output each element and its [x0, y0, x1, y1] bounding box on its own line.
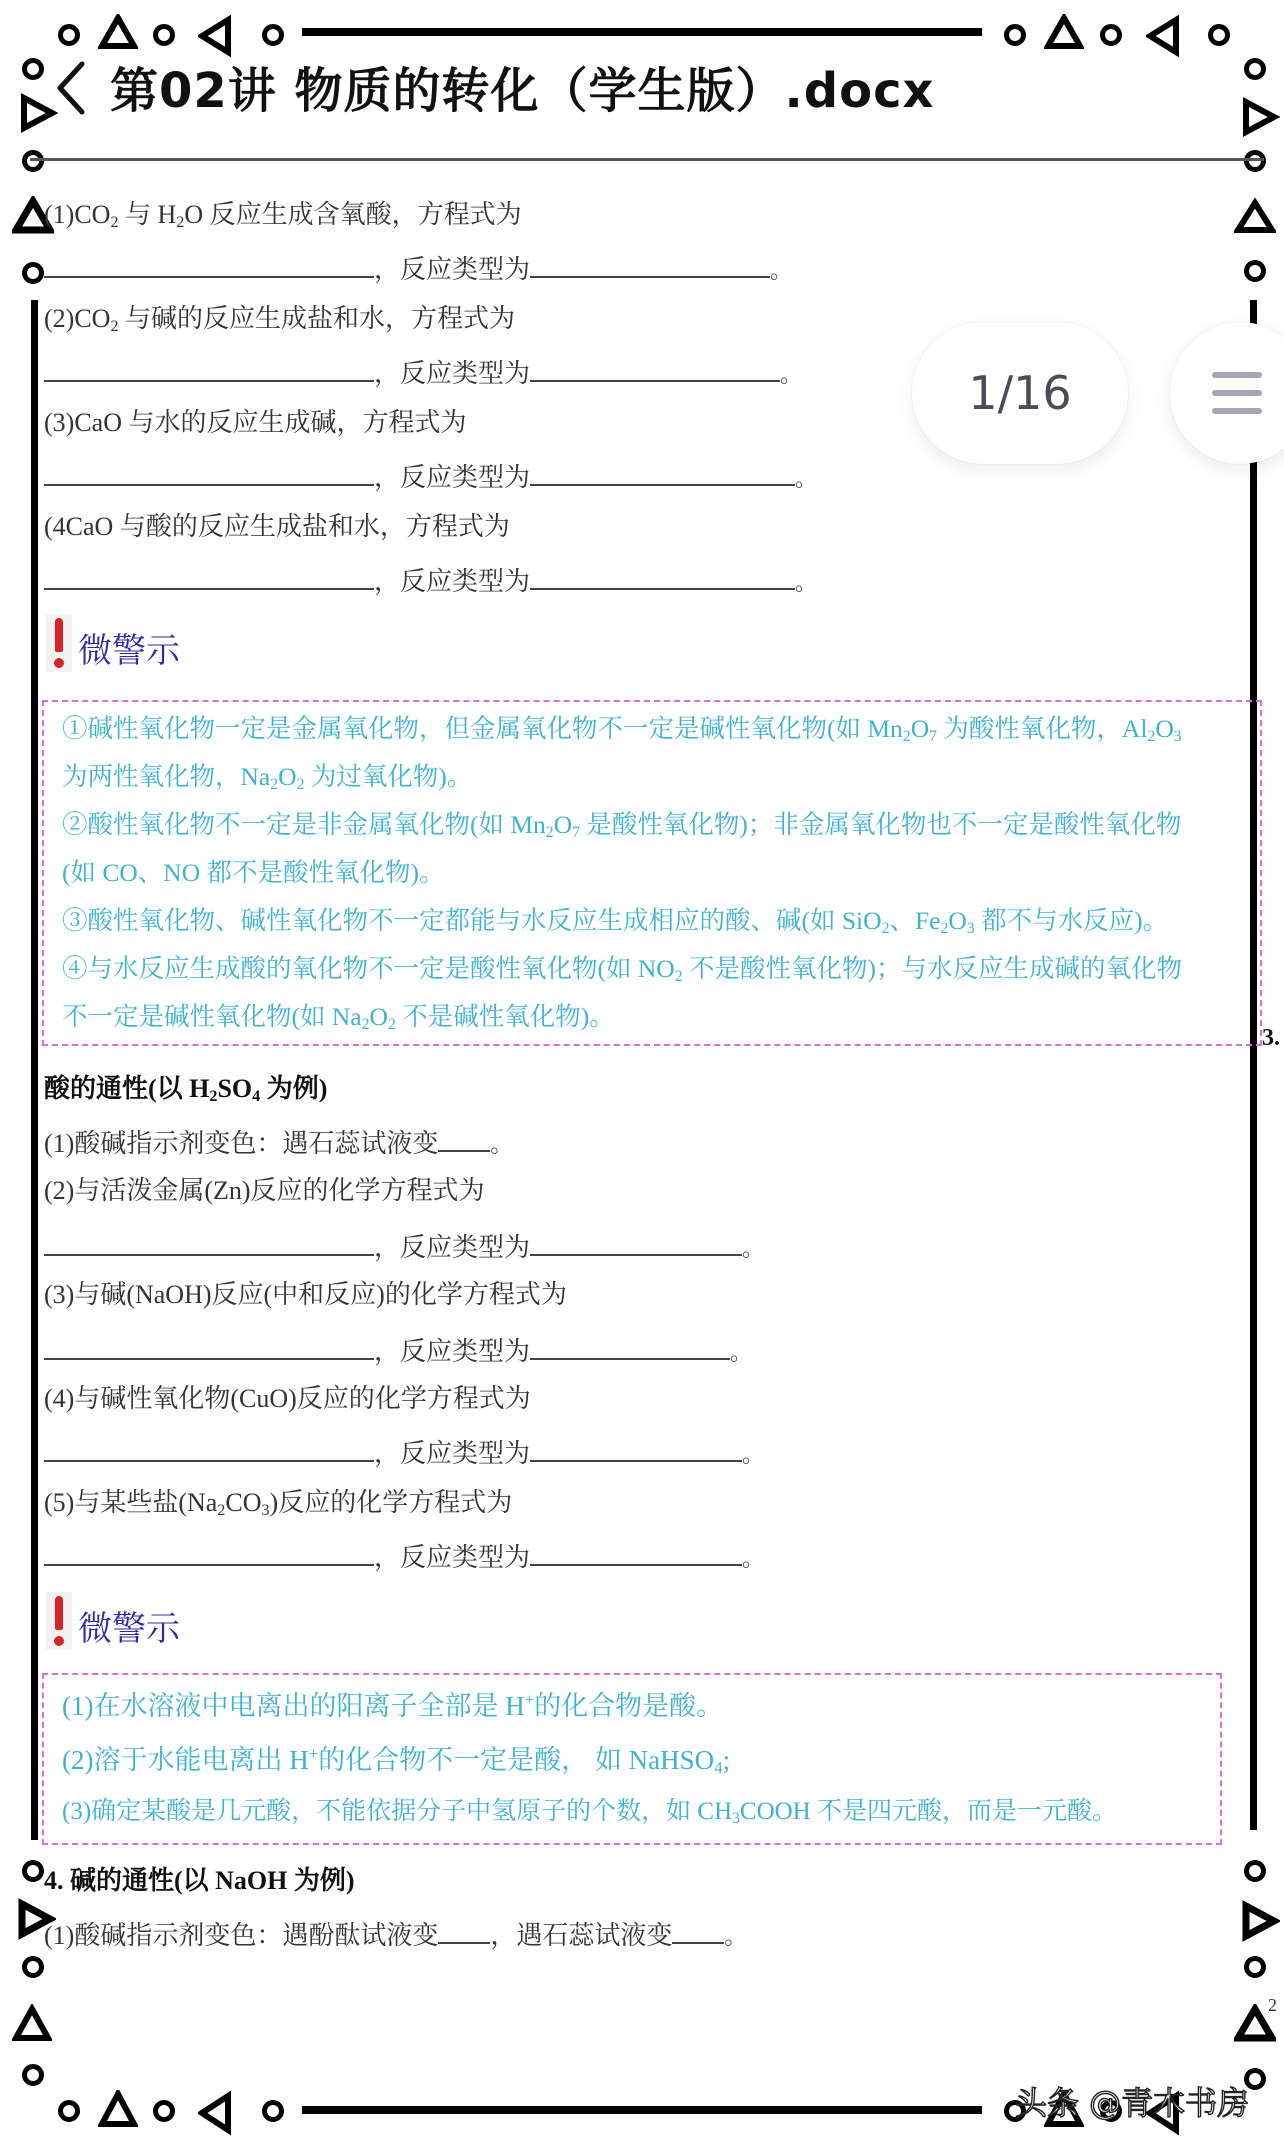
answer-row: ，反应类型为 。 — [44, 1540, 764, 1574]
triangle-up-icon — [98, 2090, 138, 2128]
triangle-up-icon — [98, 14, 138, 50]
equation-blank[interactable] — [44, 460, 374, 486]
triangle-left-icon — [1146, 14, 1182, 58]
circle-decoration-icon — [58, 24, 80, 46]
circle-decoration-icon — [1208, 24, 1230, 46]
circle-decoration-icon — [22, 262, 44, 284]
reaction-type-blank[interactable] — [530, 1540, 742, 1566]
question-item: (2)与活泼金属(Zn)反应的化学方程式为 — [44, 1176, 485, 1205]
exclamation-icon — [46, 1592, 72, 1650]
answer-row: ，反应类型为 。 — [44, 564, 817, 598]
question-item: (4)与碱性氧化物(CuO)反应的化学方程式为 — [44, 1384, 531, 1413]
tip-line: (3)确定某酸是几元酸，不能依据分子中氢原子的个数，如 $CH_3COOH$ 不是四元酸，而是一元酸。 — [62, 1798, 1117, 1827]
reaction-type-blank[interactable] — [530, 252, 770, 278]
circle-decoration-icon — [22, 1860, 44, 1882]
warning-box — [42, 700, 1262, 1046]
circle-decoration-icon — [1244, 1956, 1266, 1978]
page-indicator[interactable] — [912, 322, 1128, 464]
question-item: (3)CaO 与水的反应生成碱，方程式为 — [44, 408, 467, 437]
circle-decoration-icon — [22, 1956, 44, 1978]
tip-line: (1)在水溶液中电离出的阳离子全部是 H+的化合物是酸。 — [62, 1689, 724, 1721]
header-divider — [30, 158, 1264, 161]
reaction-type-blank[interactable] — [530, 460, 795, 486]
reaction-type-blank[interactable] — [530, 564, 795, 590]
hamburger-menu-icon — [1212, 390, 1262, 396]
right-rule — [1250, 300, 1257, 1830]
question-item: $(2)CO_2$ 与碱的反应生成盐和水，方程式为 — [44, 304, 516, 336]
triangle-right-icon — [1240, 1900, 1280, 1942]
equation-blank[interactable] — [44, 1540, 374, 1566]
left-rule — [31, 300, 38, 1840]
circle-decoration-icon — [1244, 1860, 1266, 1882]
circle-decoration-icon — [153, 2100, 175, 2122]
circle-decoration-icon — [153, 24, 175, 46]
triangle-up-icon — [1044, 14, 1084, 50]
tip-line: 不一定是碱性氧化物(如 $Na_2O_2$ 不是碱性氧化物)。 — [62, 1002, 615, 1033]
watermark: 头条 @青木书房 — [1015, 2084, 1250, 2122]
tip-line: ②酸性氧化物不一定是非金属氧化物(如 $Mn_2O_7$ 是酸性氧化物)；非金属氧化物也不一定是酸性氧化物 — [62, 810, 1182, 841]
answer-row: ，反应类型为 。 — [44, 1230, 764, 1264]
circle-decoration-icon — [262, 2100, 284, 2122]
equation-blank[interactable] — [44, 252, 374, 278]
hamburger-menu-icon — [1212, 408, 1262, 414]
reaction-type-blank[interactable] — [530, 1334, 730, 1360]
color-blank[interactable] — [672, 1918, 724, 1944]
answer-row: ，反应类型为 。 — [44, 460, 817, 494]
warning-box — [42, 1673, 1222, 1845]
question-item: (1)酸碱指示剂变色：遇石蕊试液变 。 — [44, 1126, 512, 1160]
triangle-right-icon — [1240, 96, 1280, 138]
question-item: (3)与碱(NaOH)反应(中和反应)的化学方程式为 — [44, 1280, 567, 1309]
tip-line: ③酸性氧化物、碱性氧化物不一定都能与水反应生成相应的酸、碱(如 SiO$_2$、$Fe_2O_3$ 都不与水反应)。 — [62, 906, 1169, 937]
equation-blank[interactable] — [44, 1436, 374, 1462]
reaction-type-blank[interactable] — [530, 1436, 742, 1462]
question-item: $(1)CO_2$ 与 $H_2O$ 反应生成含氧酸，方程式为 — [44, 200, 522, 232]
menu-button[interactable] — [1170, 322, 1284, 464]
equation-blank[interactable] — [44, 356, 374, 382]
circle-decoration-icon — [262, 24, 284, 46]
circle-decoration-icon — [1244, 260, 1266, 282]
color-blank[interactable] — [438, 1918, 490, 1944]
chevron-left-icon[interactable] — [52, 58, 92, 118]
reaction-type-blank[interactable] — [530, 356, 780, 382]
tip-line: ①碱性氧化物一定是金属氧化物，但金属氧化物不一定是碱性氧化物(如 $Mn_2O_7$ 为酸性氧化物，$Al_2O_3$ — [62, 714, 1182, 745]
section-heading: 酸的通性(以 $H_2SO_4$ 为例) — [44, 1074, 328, 1106]
question-item: (4CaO 与酸的反应生成盐和水，方程式为 — [44, 512, 510, 541]
circle-decoration-icon — [1100, 24, 1122, 46]
circle-decoration-icon — [22, 58, 44, 80]
hamburger-menu-icon — [1212, 372, 1262, 378]
tip-line: ④与水反应生成酸的氧化物不一定是酸性氧化物(如 $NO_2$ 不是酸性氧化物)；与水反应生成碱的氧化物 — [62, 954, 1182, 985]
circle-decoration-icon — [22, 150, 44, 172]
circle-decoration-icon — [1004, 24, 1026, 46]
page-indicator-label: 1/16 — [968, 366, 1072, 420]
document-title: 第02讲 物质的转化（学生版）.docx — [110, 63, 935, 119]
section-number: 3. — [1262, 1025, 1280, 1051]
section-heading: 4. 碱的通性(以 NaOH 为例) — [44, 1866, 355, 1895]
exclamation-icon — [46, 614, 72, 672]
answer-row: ，反应类型为 。 — [44, 252, 792, 286]
question-item: (5)与某些盐$(Na_2CO_3)$反应的化学方程式为 — [44, 1488, 513, 1520]
color-blank[interactable] — [438, 1126, 490, 1152]
tip-line: (2)溶于水能电离出 H+的化合物不一定是酸， 如 NaHSO$_4$; — [62, 1743, 731, 1778]
tip-line: 为两性氧化物，$Na_2O_2$ 为过氧化物)。 — [62, 762, 473, 793]
question-item: (1)酸碱指示剂变色：遇酚酞试液变 ，遇石蕊试液变 。 — [44, 1918, 746, 1952]
top-rule — [302, 28, 982, 36]
triangle-up-icon — [1234, 198, 1276, 234]
circle-decoration-icon — [1244, 58, 1266, 80]
triangle-up-icon — [12, 2004, 52, 2042]
warning-heading: 微警示 — [46, 1590, 180, 1650]
bottom-rule — [302, 2106, 982, 2114]
tip-line: (如 CO、NO 都不是酸性氧化物)。 — [62, 858, 445, 887]
warning-heading: 微警示 — [46, 612, 180, 672]
circle-decoration-icon — [1244, 150, 1266, 172]
answer-row: ，反应类型为 。 — [44, 1334, 752, 1368]
equation-blank[interactable] — [44, 1230, 374, 1256]
page-number: 2 — [1268, 1995, 1277, 2015]
answer-row: ，反应类型为 。 — [44, 356, 802, 390]
circle-decoration-icon — [22, 2064, 44, 2086]
circle-decoration-icon — [58, 2100, 80, 2122]
triangle-left-icon — [198, 2090, 234, 2136]
equation-blank[interactable] — [44, 564, 374, 590]
equation-blank[interactable] — [44, 1334, 374, 1360]
reaction-type-blank[interactable] — [530, 1230, 742, 1256]
answer-row: ，反应类型为 。 — [44, 1436, 764, 1470]
